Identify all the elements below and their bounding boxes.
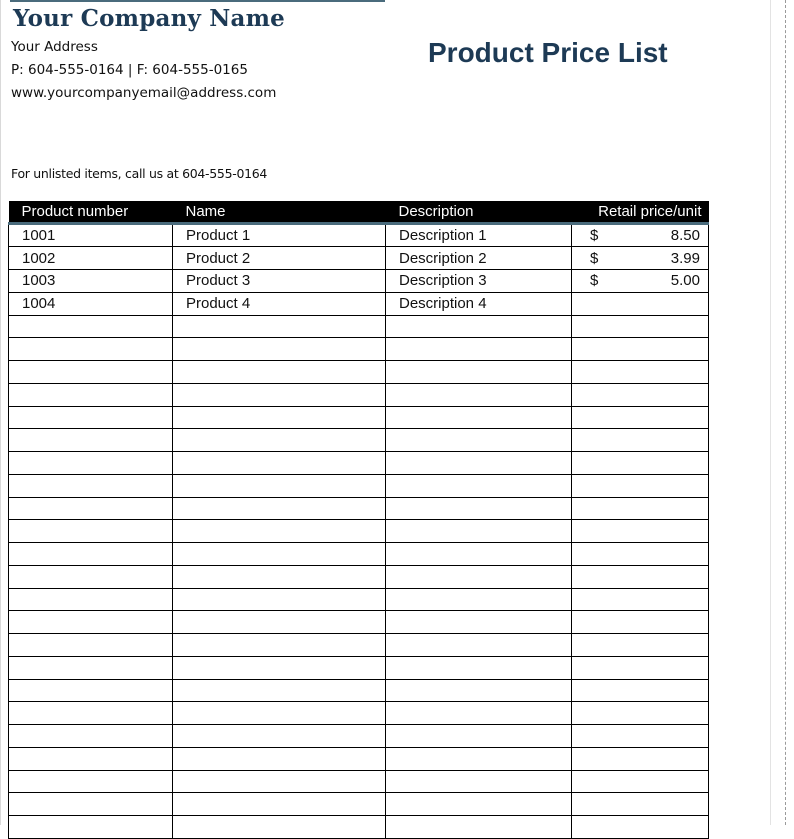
product-name-cell[interactable] [173,725,386,748]
product-name-cell[interactable] [173,338,386,361]
product-name-cell[interactable] [173,656,386,679]
retail-price-cell[interactable] [572,383,709,406]
header-top-rule [10,0,385,2]
empty-table-row [9,611,709,634]
product-description-cell[interactable] [386,520,572,543]
product-name-cell[interactable] [173,520,386,543]
currency-symbol: $ [590,249,599,267]
column-header-description[interactable]: Description [386,201,572,223]
product-number-cell[interactable] [9,565,173,588]
retail-price-cell[interactable] [572,292,709,315]
product-number-cell[interactable] [9,452,173,475]
retail-price-cell[interactable] [572,406,709,429]
currency-symbol: $ [590,272,599,290]
currency-symbol: $ [590,226,599,244]
page-break-guide [785,0,786,825]
page-edge-line [770,0,771,825]
product-name-cell[interactable] [173,361,386,384]
empty-table-row [9,747,709,770]
product-number-cell[interactable] [9,474,173,497]
table-row [9,223,709,247]
product-name-cell[interactable] [173,611,386,634]
retail-price-cell[interactable] [572,588,709,611]
document-title[interactable]: Product Price List [428,37,668,68]
product-name-cell[interactable] [173,383,386,406]
empty-table-row [9,406,709,429]
retail-price-cell[interactable] [572,223,709,247]
product-number-cell[interactable] [9,338,173,361]
product-name-cell[interactable] [173,543,386,566]
retail-price-cell[interactable] [572,770,709,793]
product-description-cell[interactable] [386,338,572,361]
product-number-cell[interactable] [9,429,173,452]
product-name-cell[interactable]: Product 3 [173,270,386,293]
product-description-cell[interactable] [386,679,572,702]
empty-table-row [9,679,709,702]
empty-table-row [9,338,709,361]
table-row [9,247,709,270]
empty-table-row [9,452,709,475]
retail-price-cell[interactable] [572,474,709,497]
product-name-cell[interactable]: Product 2 [173,247,386,270]
product-name-cell[interactable] [173,816,386,839]
product-name-cell[interactable] [173,679,386,702]
product-name-cell[interactable] [173,793,386,816]
product-number-cell[interactable]: 1003 [9,270,173,293]
product-name-cell[interactable] [173,747,386,770]
product-description-cell[interactable] [386,452,572,475]
product-name-cell[interactable] [173,565,386,588]
retail-price-cell[interactable] [572,611,709,634]
product-number-cell[interactable] [9,656,173,679]
retail-price-cell[interactable] [572,361,709,384]
price-table [8,201,709,839]
retail-price-cell[interactable] [572,543,709,566]
unlisted-items-note[interactable]: For unlisted items, call us at 604-555-0164 [11,166,268,181]
retail-price-cell[interactable] [572,315,709,338]
table-row [9,292,709,315]
product-name-cell[interactable] [173,770,386,793]
product-number-cell[interactable] [9,770,173,793]
price-amount: 3.99 [670,249,700,267]
product-number-cell[interactable] [9,725,173,748]
company-website[interactable]: www.yourcompanyemail@address.com [11,85,277,101]
product-description-cell[interactable] [386,656,572,679]
empty-table-row [9,702,709,725]
product-name-cell[interactable] [173,452,386,475]
product-description-cell[interactable] [386,816,572,839]
product-name-cell[interactable]: Product 4 [173,292,386,315]
product-number-cell[interactable] [9,361,173,384]
product-description-cell[interactable] [386,793,572,816]
product-name-cell[interactable] [173,429,386,452]
product-number-cell[interactable] [9,520,173,543]
empty-table-row [9,497,709,520]
retail-price-cell[interactable] [572,565,709,588]
company-address[interactable]: Your Address [11,39,98,55]
retail-price-cell[interactable] [572,656,709,679]
product-name-cell[interactable] [173,315,386,338]
empty-table-row [9,770,709,793]
retail-price-cell[interactable] [572,520,709,543]
product-description-cell[interactable]: Description 1 [386,223,572,247]
product-number-cell[interactable] [9,747,173,770]
empty-table-row [9,429,709,452]
product-number-cell[interactable]: 1004 [9,292,173,315]
column-header-product-number[interactable]: Product number [9,201,173,223]
product-description-cell[interactable]: Description 3 [386,270,572,293]
product-description-cell[interactable] [386,770,572,793]
retail-price-cell[interactable] [572,747,709,770]
product-name-cell[interactable] [173,406,386,429]
product-number-cell[interactable] [9,702,173,725]
column-header-retail-price[interactable]: Retail price/unit [572,201,709,223]
column-header-name[interactable]: Name [173,201,386,223]
product-number-cell[interactable]: 1001 [9,223,173,247]
product-description-cell[interactable] [386,543,572,566]
product-description-cell[interactable] [386,361,572,384]
retail-price-cell[interactable] [572,338,709,361]
empty-table-row [9,543,709,566]
retail-price-cell[interactable] [572,270,709,293]
product-description-cell[interactable] [386,429,572,452]
product-number-cell[interactable] [9,816,173,839]
table-header-row [9,201,709,223]
product-name-cell[interactable] [173,702,386,725]
product-name-cell[interactable] [173,588,386,611]
empty-table-row [9,656,709,679]
empty-table-row [9,383,709,406]
empty-table-row [9,361,709,384]
table-row [9,270,709,293]
product-description-cell[interactable] [386,383,572,406]
retail-price-cell[interactable] [572,725,709,748]
product-description-cell[interactable]: Description 4 [386,292,572,315]
retail-price-cell[interactable] [572,429,709,452]
empty-table-row [9,520,709,543]
product-description-cell[interactable] [386,588,572,611]
product-number-cell[interactable] [9,611,173,634]
product-number-cell[interactable] [9,679,173,702]
retail-price-cell[interactable] [572,452,709,475]
product-description-cell[interactable] [386,406,572,429]
product-name-cell[interactable] [173,497,386,520]
company-phone-fax[interactable]: P: 604-555-0164 | F: 604-555-0165 [11,62,248,78]
product-number-cell[interactable] [9,315,173,338]
empty-table-row [9,634,709,657]
product-number-cell[interactable] [9,634,173,657]
product-description-cell[interactable] [386,474,572,497]
retail-price-cell[interactable] [572,702,709,725]
product-number-cell[interactable] [9,383,173,406]
product-description-cell[interactable] [386,611,572,634]
empty-table-row [9,315,709,338]
empty-table-row [9,474,709,497]
product-description-cell[interactable] [386,702,572,725]
price-amount: 5.00 [670,272,700,290]
product-description-cell[interactable] [386,565,572,588]
empty-table-row [9,725,709,748]
product-name-cell[interactable]: Product 1 [173,223,386,247]
page-left-edge [0,0,1,825]
retail-price-cell[interactable] [572,793,709,816]
retail-price-cell[interactable] [572,497,709,520]
retail-price-cell[interactable] [572,634,709,657]
product-name-cell[interactable] [173,474,386,497]
product-description-cell[interactable] [386,747,572,770]
company-name[interactable]: Your Company Name [13,5,285,32]
retail-price-cell[interactable] [572,247,709,270]
product-description-cell[interactable] [386,315,572,338]
product-description-cell[interactable] [386,634,572,657]
retail-price-cell[interactable] [572,679,709,702]
price-amount: 8.50 [670,226,700,244]
product-number-cell[interactable] [9,793,173,816]
product-description-cell[interactable]: Description 2 [386,247,572,270]
empty-table-row [9,816,709,839]
product-number-cell[interactable] [9,543,173,566]
product-description-cell[interactable] [386,725,572,748]
product-number-cell[interactable] [9,497,173,520]
product-name-cell[interactable] [173,634,386,657]
product-number-cell[interactable] [9,588,173,611]
product-description-cell[interactable] [386,497,572,520]
empty-table-row [9,565,709,588]
retail-price-cell[interactable] [572,816,709,839]
empty-table-row [9,588,709,611]
empty-table-row [9,793,709,816]
product-number-cell[interactable]: 1002 [9,247,173,270]
product-number-cell[interactable] [9,406,173,429]
